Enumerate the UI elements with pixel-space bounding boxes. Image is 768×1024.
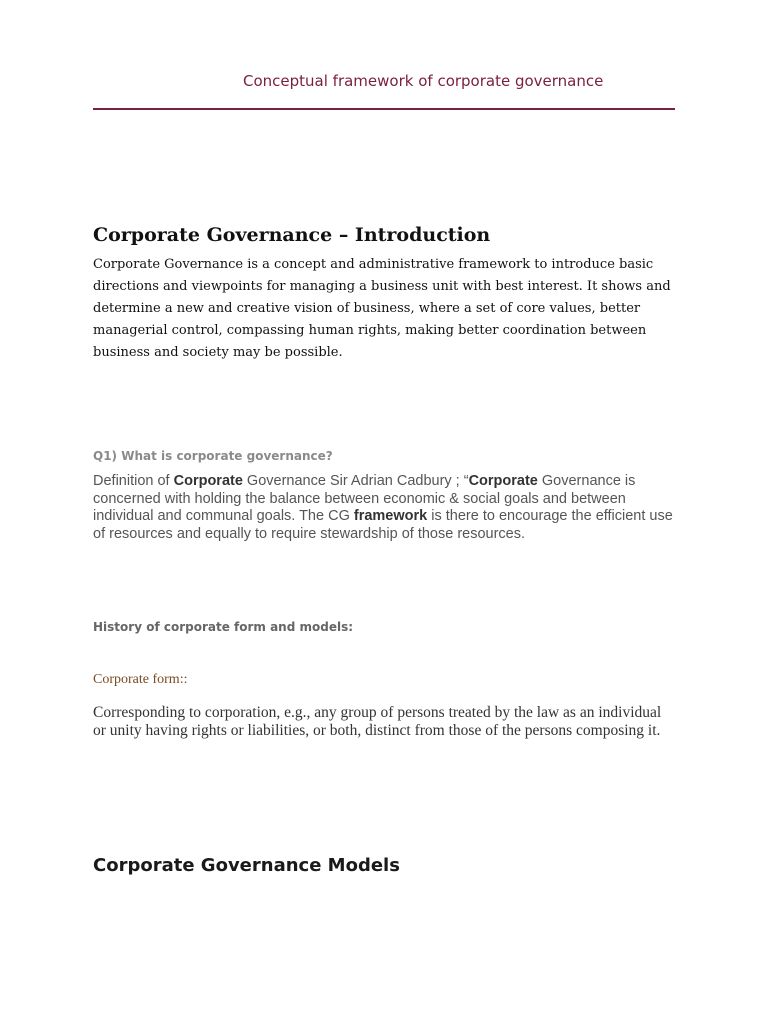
- definition-text: is there to encourage the efficient use of resources and equally to require stewardship of those resources.: [93, 508, 673, 542]
- intro-heading: Corporate Governance – Introduction: [93, 224, 491, 246]
- definition-bold-corporate: Corporate: [468, 473, 538, 489]
- definition-text: Governance Sir Adrian Cadbury ; “: [242, 473, 469, 489]
- definition-bold-corporate: Corporate: [173, 473, 243, 489]
- corporate-form-paragraph: Corresponding to corporation, e.g., any group of persons treated by the law as an individual or unity having rights or liabilities, or both, distinct from those of the persons composing it.: [93, 704, 662, 739]
- header-divider: [93, 108, 675, 110]
- models-heading: Corporate Governance Models: [93, 855, 400, 876]
- definition-paragraph: [93, 473, 673, 543]
- history-heading: History of corporate form and models:: [93, 620, 354, 634]
- definition-text: Definition of: [93, 473, 174, 489]
- definition-text: Governance is concerned with holding the balance between economic & social goals and between individual and communal goals. The CG: [93, 473, 636, 524]
- corporate-form-label: Corporate form::: [93, 672, 188, 687]
- intro-paragraph: Corporate Governance is a concept and administrative framework to introduce basic directions and viewpoints for managing a business unit with best interest. It shows and determine a new and creative vision of business, where a set of core values, better managerial control, compassing human rights, making better coordination between business and society may be possible.: [93, 257, 671, 360]
- document-header-title: Conceptual framework of corporate governance: [243, 72, 604, 90]
- q1-question: Q1) What is corporate governance?: [93, 449, 333, 463]
- definition-bold-framework: framework: [353, 508, 428, 524]
